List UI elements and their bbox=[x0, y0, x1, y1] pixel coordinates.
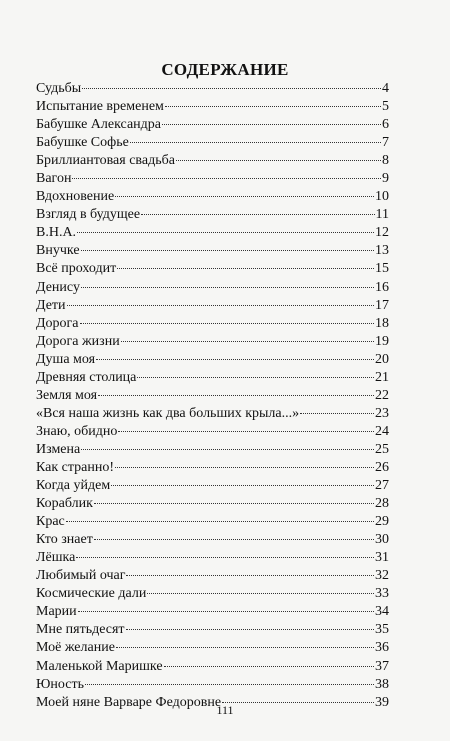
entry-title: Испытание временем bbox=[36, 99, 164, 115]
entry-page-number: 17 bbox=[375, 297, 389, 313]
toc-entry bbox=[36, 242, 389, 260]
dot-leader bbox=[85, 684, 374, 685]
toc-entry bbox=[36, 315, 389, 333]
toc-entry bbox=[36, 513, 389, 531]
entry-page-number: 29 bbox=[375, 514, 389, 530]
entry-title: Измена bbox=[36, 441, 81, 457]
toc-entry bbox=[36, 260, 389, 278]
entry-page-number: 7 bbox=[382, 135, 389, 151]
toc-entry bbox=[36, 658, 389, 676]
toc-entry bbox=[36, 495, 389, 513]
dot-leader bbox=[130, 142, 381, 143]
entry-page-number: 13 bbox=[375, 243, 389, 259]
toc-entry bbox=[36, 585, 389, 603]
toc-entry bbox=[36, 116, 389, 134]
dot-leader bbox=[147, 593, 374, 594]
dot-leader bbox=[76, 557, 374, 558]
dot-leader bbox=[126, 629, 374, 630]
entry-title: Маленькой Маришке bbox=[36, 658, 163, 674]
entry-title: Дорога bbox=[36, 315, 79, 331]
entry-title: Внучке bbox=[36, 243, 80, 259]
entry-page-number: 34 bbox=[375, 604, 389, 620]
entry-page-number: 22 bbox=[375, 387, 389, 403]
entry-page-number: 18 bbox=[375, 315, 389, 331]
entry-title: Бабушке Софье bbox=[36, 135, 129, 151]
toc-entry bbox=[36, 80, 389, 98]
dot-leader bbox=[115, 467, 374, 468]
entry-page-number: 33 bbox=[375, 586, 389, 602]
entry-title: Марии bbox=[36, 604, 77, 620]
dot-leader bbox=[81, 287, 374, 288]
toc-entry bbox=[36, 333, 389, 351]
dot-leader bbox=[115, 196, 374, 197]
dot-leader bbox=[162, 124, 381, 125]
toc-entry bbox=[36, 459, 389, 477]
entry-page-number: 35 bbox=[375, 622, 389, 638]
entry-title: Кто знает bbox=[36, 532, 93, 548]
dot-leader bbox=[141, 214, 374, 215]
entry-page-number: 6 bbox=[382, 117, 389, 133]
entry-title: Любимый очаг bbox=[36, 568, 126, 584]
toc-entry bbox=[36, 387, 389, 405]
dot-leader bbox=[98, 395, 374, 396]
entry-title: Взгляд в будущее bbox=[36, 207, 141, 223]
toc-entry bbox=[36, 639, 389, 657]
entry-page-number: 38 bbox=[375, 676, 389, 692]
dot-leader bbox=[117, 268, 374, 269]
dot-leader bbox=[118, 431, 374, 432]
dot-leader bbox=[165, 106, 381, 107]
entry-title: Земля моя bbox=[36, 387, 98, 403]
toc-entry bbox=[36, 369, 389, 387]
entry-page-number: 11 bbox=[375, 207, 389, 223]
dot-leader bbox=[81, 250, 374, 251]
dot-leader bbox=[81, 449, 374, 450]
entry-title: Знаю, обидно bbox=[36, 423, 118, 439]
toc-entry bbox=[36, 206, 389, 224]
entry-title: Судьбы bbox=[36, 81, 82, 96]
entry-page-number: 23 bbox=[375, 405, 389, 421]
dot-leader bbox=[300, 413, 374, 414]
toc-entry bbox=[36, 621, 389, 639]
dot-leader bbox=[80, 323, 374, 324]
entry-title: Космические дали bbox=[36, 586, 147, 602]
toc-entry bbox=[36, 477, 389, 495]
entry-title: Бриллиантовая свадьба bbox=[36, 153, 175, 169]
entry-title: Дети bbox=[36, 297, 66, 313]
dot-leader bbox=[94, 503, 374, 504]
entry-title: Моё желание bbox=[36, 640, 115, 656]
entry-page-number: 9 bbox=[382, 171, 389, 187]
toc-entry bbox=[36, 134, 389, 152]
entry-page-number: 19 bbox=[375, 333, 389, 349]
dot-leader bbox=[72, 178, 381, 179]
dot-leader bbox=[126, 575, 374, 576]
entry-page-number: 15 bbox=[375, 261, 389, 277]
entry-title: Всё проходит bbox=[36, 261, 117, 277]
dot-leader bbox=[111, 485, 374, 486]
entry-title: Душа моя bbox=[36, 351, 96, 367]
entry-page-number: 37 bbox=[375, 658, 389, 674]
entry-page-number: 21 bbox=[375, 369, 389, 385]
entry-page-number: 16 bbox=[375, 279, 389, 295]
entry-page-number: 39 bbox=[375, 694, 389, 710]
entry-title: Мне пятьдесят bbox=[36, 622, 125, 638]
toc-entry bbox=[36, 603, 389, 621]
entry-title: Вагон bbox=[36, 171, 72, 187]
entry-page-number: 30 bbox=[375, 532, 389, 548]
entry-page-number: 20 bbox=[375, 351, 389, 367]
dot-leader bbox=[78, 611, 374, 612]
dot-leader bbox=[94, 539, 374, 540]
entry-page-number: 25 bbox=[375, 441, 389, 457]
toc-entry bbox=[36, 224, 389, 242]
dot-leader bbox=[67, 305, 374, 306]
toc-entry bbox=[36, 279, 389, 297]
entry-title: «Вся наша жизнь как два больших крыла...» bbox=[36, 405, 300, 421]
toc-entry bbox=[36, 423, 389, 441]
entry-page-number: 10 bbox=[375, 189, 389, 205]
entry-page-number: 5 bbox=[382, 99, 389, 115]
entry-page-number: 36 bbox=[375, 640, 389, 656]
entry-page-number: 28 bbox=[375, 496, 389, 512]
entry-title: Крас bbox=[36, 514, 65, 530]
dot-leader bbox=[176, 160, 381, 161]
entry-page-number: 31 bbox=[375, 550, 389, 566]
toc-entry bbox=[36, 152, 389, 170]
entry-title: Как странно! bbox=[36, 459, 115, 475]
toc-entry bbox=[36, 567, 389, 585]
entry-title: Кораблик bbox=[36, 496, 93, 512]
dot-leader bbox=[96, 359, 374, 360]
entry-page-number: 27 bbox=[375, 478, 389, 494]
entry-title: Древняя столица bbox=[36, 369, 137, 385]
toc-entry bbox=[36, 441, 389, 459]
page-number: 111 bbox=[216, 703, 234, 717]
toc-entry bbox=[36, 676, 389, 694]
entry-title: Когда уйдем bbox=[36, 478, 111, 494]
toc-entry bbox=[36, 351, 389, 369]
dot-leader bbox=[137, 377, 374, 378]
dot-leader bbox=[77, 232, 374, 233]
entry-title: Бабушке Александра bbox=[36, 117, 161, 133]
toc-entry bbox=[36, 170, 389, 188]
toc-entry bbox=[36, 405, 389, 423]
entry-title: Юность bbox=[36, 676, 84, 692]
table-of-contents bbox=[36, 80, 389, 712]
entry-title: В.Н.А. bbox=[36, 225, 77, 241]
entry-page-number: 32 bbox=[375, 568, 389, 584]
dot-leader bbox=[164, 666, 374, 667]
dot-leader bbox=[66, 521, 374, 522]
toc-entry bbox=[36, 98, 389, 116]
entry-title: Вдохновение bbox=[36, 189, 115, 205]
page-title: СОДЕРЖАНИЕ bbox=[161, 60, 289, 79]
entry-title: Денису bbox=[36, 279, 80, 295]
dot-leader bbox=[82, 88, 381, 89]
dot-leader bbox=[121, 341, 374, 342]
dot-leader bbox=[116, 647, 374, 648]
entry-page-number: 12 bbox=[375, 225, 389, 241]
entry-page-number: 4 bbox=[382, 81, 389, 96]
toc-entry bbox=[36, 297, 389, 315]
entry-title: Дорога жизни bbox=[36, 333, 120, 349]
entry-page-number: 26 bbox=[375, 459, 389, 475]
toc-entry bbox=[36, 531, 389, 549]
entry-page-number: 24 bbox=[375, 423, 389, 439]
entry-title: Лёшка bbox=[36, 550, 76, 566]
entry-page-number: 8 bbox=[382, 153, 389, 169]
toc-entry bbox=[36, 549, 389, 567]
toc-entry bbox=[36, 188, 389, 206]
entry-title: Моей няне Варваре Федоровне bbox=[36, 694, 222, 710]
